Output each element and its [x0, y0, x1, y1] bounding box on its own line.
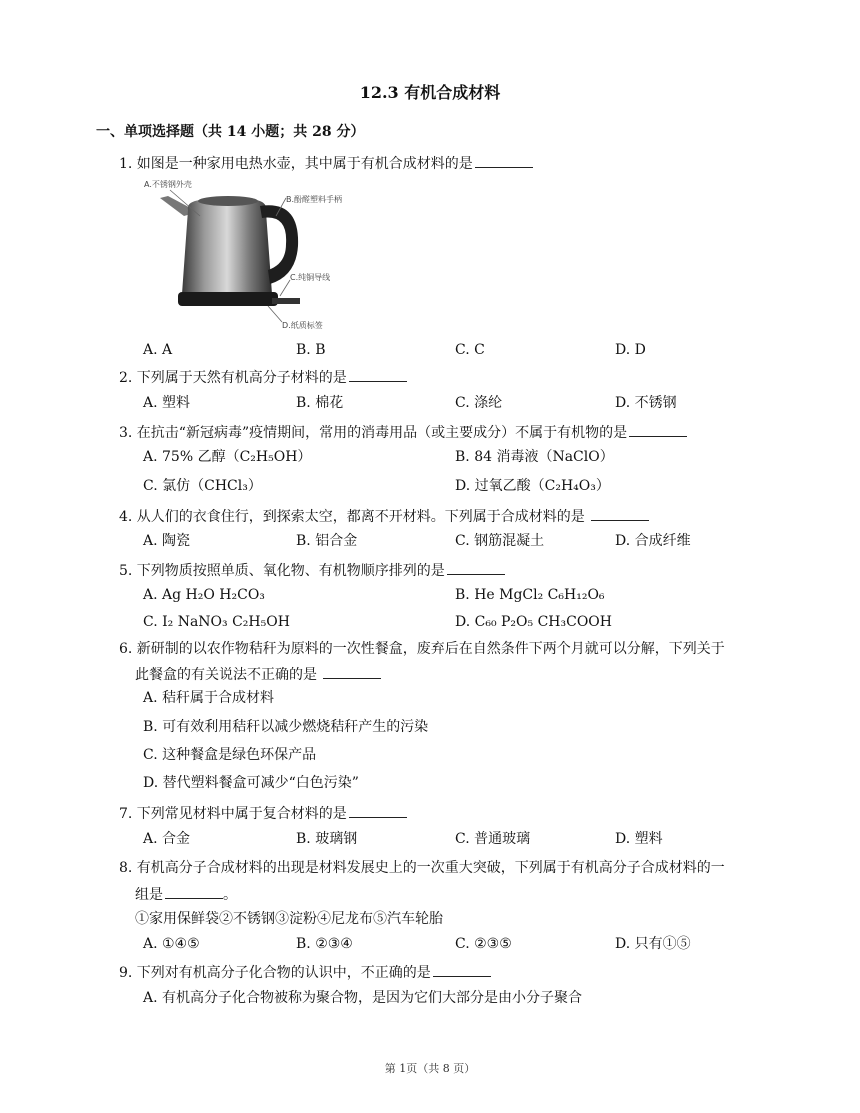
q8-option-d[interactable]: D. 只有①⑤	[615, 936, 691, 952]
q2-option-b[interactable]: B. 棉花	[296, 395, 344, 411]
question-4-stem: 4. 从人们的衣食住行，到探索太空，都离不开材料。下列属于合成材料的是	[119, 506, 649, 527]
question-8-stem-line-2: 组是 。	[135, 884, 237, 905]
answer-blank	[447, 560, 505, 575]
kettle-body	[182, 200, 272, 294]
page-title: 12.3 有机合成材料	[359, 83, 501, 102]
q5-option-b[interactable]: B. He MgCl₂ C₆H₁₂O₆	[455, 587, 605, 603]
kettle-lid	[198, 196, 258, 206]
q5-option-d[interactable]: D. C₆₀ P₂O₅ CH₃COOH	[455, 614, 612, 630]
question-6-stem-line-1: 6. 新研制的以农作物秸秆为原料的一次性餐盒，废弃后在自然条件下两个月就可以分解，下列关于	[119, 641, 725, 657]
kettle-illustration	[140, 176, 360, 334]
figure-label-b: B.酚醛塑料手柄	[286, 195, 343, 204]
q4-option-c[interactable]: C. 钢筋混凝土	[455, 533, 545, 549]
q6-option-c[interactable]: C. 这种餐盒是绿色环保产品	[143, 747, 317, 763]
question-9-stem: 9. 下列对有机高分子化合物的认识中，不正确的是	[119, 962, 491, 983]
section-heading: 一、单项选择题（共 14 小题；共 28 分）	[96, 124, 365, 140]
q7-option-a[interactable]: A. 合金	[143, 831, 191, 847]
figure-label-a: A.不锈钢外壳	[144, 180, 192, 189]
q2-option-a[interactable]: A. 塑料	[143, 395, 191, 411]
q4-option-d[interactable]: D. 合成纤维	[615, 533, 691, 549]
figure-label-d: D.纸质标签	[282, 321, 323, 330]
answer-blank	[433, 962, 491, 977]
answer-blank	[165, 884, 223, 899]
question-8-stem-line-1: 8. 有机高分子合成材料的出现是材料发展史上的一次重大突破，下列属于有机高分子合成材料的一	[119, 860, 725, 876]
question-1-stem: 1. 如图是一种家用电热水壶，其中属于有机合成材料的是	[119, 153, 533, 174]
kettle-figure	[140, 176, 360, 334]
q7-option-b[interactable]: B. 玻璃钢	[296, 831, 358, 847]
q3-option-b[interactable]: B. 84 消毒液（NaClO）	[455, 449, 614, 465]
answer-blank	[323, 664, 381, 679]
q1-option-a[interactable]: A. A	[143, 342, 173, 358]
answer-blank	[349, 367, 407, 382]
q1-option-c[interactable]: C. C	[455, 342, 485, 358]
figure-label-c: C.纯铜导线	[290, 273, 331, 282]
question-2-stem: 2. 下列属于天然有机高分子材料的是	[119, 367, 407, 388]
question-3-stem: 3. 在抗击“新冠病毒”疫情期间，常用的消毒用品（或主要成分）不属于有机物的是	[119, 422, 687, 443]
q1-option-d[interactable]: D. D	[615, 342, 646, 358]
q8-option-c[interactable]: C. ②③⑤	[455, 936, 512, 952]
question-5-stem: 5. 下列物质按照单质、氧化物、有机物顺序排列的是	[119, 560, 505, 581]
q3-option-c[interactable]: C. 氯仿（CHCl₃）	[143, 478, 262, 494]
q3-option-a[interactable]: A. 75% 乙醇（C₂H₅OH）	[143, 449, 312, 465]
question-8-item-list: ①家用保鲜袋②不锈钢③淀粉④尼龙布⑤汽车轮胎	[135, 911, 443, 927]
q9-option-a[interactable]: A. 有机高分子化合物被称为聚合物，是因为它们大部分是由小分子聚合	[143, 990, 583, 1006]
q6-option-a[interactable]: A. 秸秆属于合成材料	[143, 690, 275, 706]
q2-option-d[interactable]: D. 不锈钢	[615, 395, 677, 411]
q4-option-b[interactable]: B. 铝合金	[296, 533, 358, 549]
q5-option-a[interactable]: A. Ag H₂O H₂CO₃	[143, 587, 265, 603]
kettle-base	[178, 292, 278, 306]
q3-option-d[interactable]: D. 过氧乙酸（C₂H₄O₃）	[455, 478, 610, 494]
page-footer: 第 1页（共 8 页）	[384, 1062, 476, 1075]
question-6-stem-line-2: 此餐盒的有关说法不正确的是	[135, 664, 381, 685]
q7-option-c[interactable]: C. 普通玻璃	[455, 831, 531, 847]
answer-blank	[475, 153, 533, 168]
q1-option-b[interactable]: B. B	[296, 342, 326, 358]
q2-option-c[interactable]: C. 涤纶	[455, 395, 503, 411]
kettle-wire	[272, 298, 300, 304]
q6-option-b[interactable]: B. 可有效利用秸秆以减少燃烧秸秆产生的污染	[143, 719, 429, 735]
q8-option-b[interactable]: B. ②③④	[296, 936, 353, 952]
q4-option-a[interactable]: A. 陶瓷	[143, 533, 191, 549]
question-7-stem: 7. 下列常见材料中属于复合材料的是	[119, 803, 407, 824]
q5-option-c[interactable]: C. I₂ NaNO₃ C₂H₅OH	[143, 614, 290, 630]
answer-blank	[349, 803, 407, 818]
q8-option-a[interactable]: A. ①④⑤	[143, 936, 200, 952]
q7-option-d[interactable]: D. 塑料	[615, 831, 663, 847]
answer-blank	[629, 422, 687, 437]
q6-option-d[interactable]: D. 替代塑料餐盒可减少“白色污染”	[143, 775, 359, 791]
answer-blank	[591, 506, 649, 521]
